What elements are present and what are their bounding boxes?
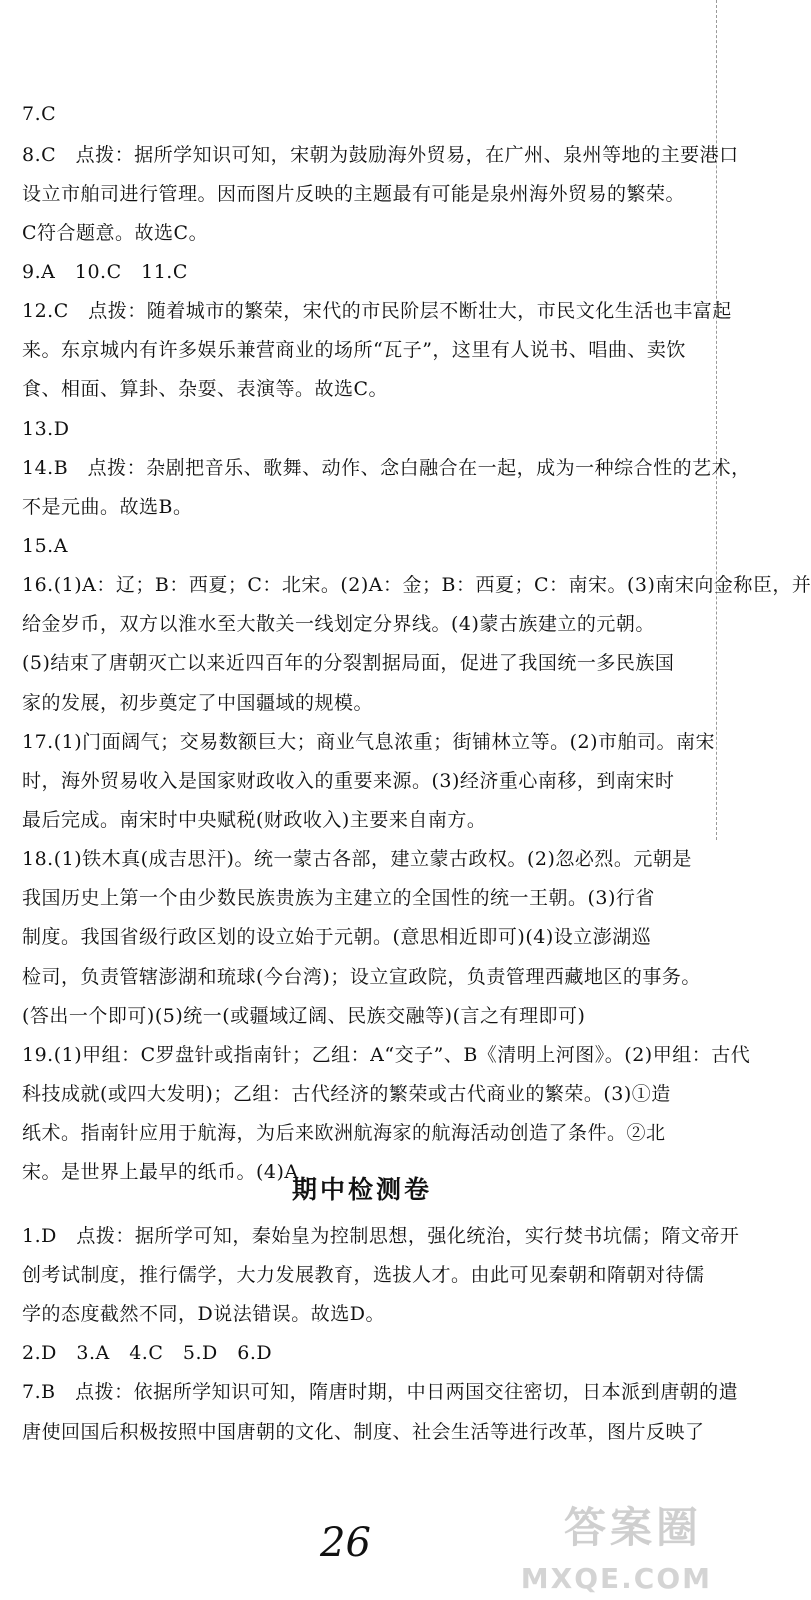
answer-line: 1.D 点拨：据所学可知，秦始皇为控制思想，强化统治，实行焚书坑儒；隋文帝开 — [22, 1225, 740, 1247]
answer-line: 创考试制度，推行儒学，大力发展教育，选拔人才。由此可见秦朝和隋朝对待儒 — [22, 1264, 705, 1286]
answer-line: 7.B 点拨：依据所学知识可知，隋唐时期，中日两国交往密切，日本派到唐朝的遣 — [22, 1381, 739, 1403]
answer-line: 9.A 10.C 11.C — [22, 261, 188, 283]
answer-line: 制度。我国省级行政区划的设立始于元朝。(意思相近即可)(4)设立澎湖巡 — [22, 926, 652, 948]
answer-line: 不是元曲。故选B。 — [22, 496, 193, 518]
answer-line: 7.C — [22, 103, 57, 125]
answer-line: 19.(1)甲组：C罗盘针或指南针；乙组：A“交子”、B《清明上河图》。(2)甲组：古代 — [22, 1044, 751, 1066]
answer-line: 16.(1)A：辽；B：西夏；C：北宋。(2)A：金；B：西夏；C：南宋。(3)南宋向金称臣，并 — [22, 574, 811, 596]
section-title: 期中检测卷 — [291, 1175, 432, 1204]
watermark — [512, 1495, 712, 1595]
answer-line: (5)结束了唐朝灭亡以来近四百年的分裂割据局面，促进了我国统一多民族国 — [22, 652, 675, 674]
answer-line: 食、相面、算卦、杂耍、表演等。故选C。 — [22, 378, 389, 400]
answer-line: 唐使回国后积极按照中国唐朝的文化、制度、社会生活等进行改革，图片反映了 — [22, 1421, 705, 1443]
answer-line: 家的发展，初步奠定了中国疆域的规模。 — [22, 692, 374, 714]
answer-line: 12.C 点拨：随着城市的繁荣，宋代的市民阶层不断壮大，市民文化生活也丰富起 — [22, 300, 732, 322]
answer-line: 18.(1)铁木真(成吉思汗)。统一蒙古各部，建立蒙古政权。(2)忽必烈。元朝是 — [22, 848, 692, 870]
page-number: 26 — [320, 1520, 371, 1566]
answer-line: 时，海外贸易收入是国家财政收入的重要来源。(3)经济重心南移，到南宋时 — [22, 770, 675, 792]
answer-line: 我国历史上第一个由少数民族贵族为主建立的全国性的统一王朝。(3)行省 — [22, 887, 655, 909]
answer-line: 宋。是世界上最早的纸币。(4)A — [22, 1161, 299, 1183]
answer-line: 15.A — [22, 535, 68, 557]
answer-line: 8.C 点拨：据所学知识可知，宋朝为鼓励海外贸易，在广州、泉州等地的主要港口 — [22, 144, 739, 166]
answer-line: 科技成就(或四大发明)；乙组：古代经济的繁荣或古代商业的繁荣。(3)①造 — [22, 1083, 671, 1105]
answer-line: 最后完成。南宋时中央赋税(财政收入)主要来自南方。 — [22, 809, 487, 831]
answer-line: 检司，负责管辖澎湖和琉球(今台湾)；设立宣政院，负责管理西藏地区的事务。 — [22, 966, 701, 988]
answer-line: (答出一个即可)(5)统一(或疆域辽阔、民族交融等)(言之有理即可) — [22, 1005, 586, 1027]
answer-line: 给金岁币，双方以淮水至大散关一线划定分界线。(4)蒙古族建立的元朝。 — [22, 613, 655, 635]
answer-line: 纸术。指南针应用于航海，为后来欧洲航海家的航海活动创造了条件。②北 — [22, 1122, 666, 1144]
answer-line: 17.(1)门面阔气；交易数额巨大；商业气息浓重；街铺林立等。(2)市舶司。南宋 — [22, 731, 716, 753]
answer-line: 设立市舶司进行管理。因而图片反映的主题最有可能是泉州海外贸易的繁荣。 — [22, 183, 686, 205]
answer-line: C符合题意。故选C。 — [22, 222, 209, 244]
answer-line: 2.D 3.A 4.C 5.D 6.D — [22, 1342, 273, 1364]
answer-line: 14.B 点拨：杂剧把音乐、歌舞、动作、念白融合在一起，成为一种综合性的艺术， — [22, 457, 751, 479]
answer-line: 13.D — [22, 418, 70, 440]
watermark-url: MXQE.COM — [520, 1562, 712, 1595]
watermark-logo: 答案圈 — [563, 1503, 702, 1552]
answer-line: 来。东京城内有许多娱乐兼营商业的场所“瓦子”，这里有人说书、唱曲、卖饮 — [22, 339, 686, 361]
answer-line: 学的态度截然不同，D说法错误。故选D。 — [22, 1303, 385, 1325]
